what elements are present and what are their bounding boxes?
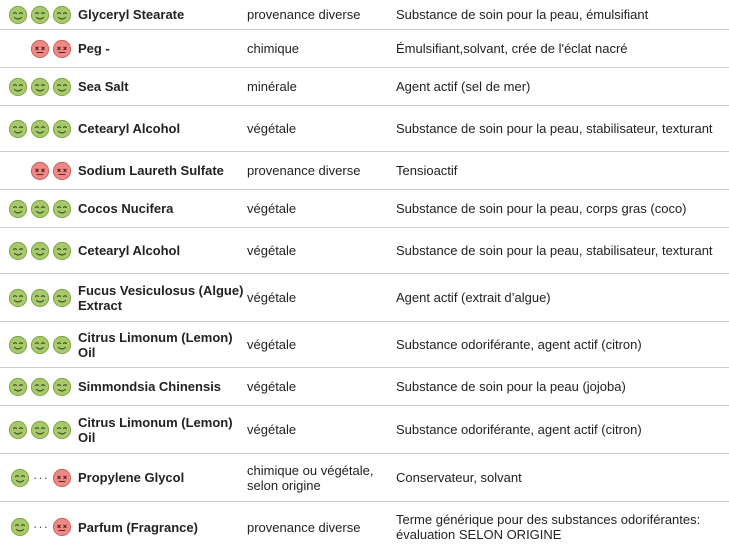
rating [0, 420, 78, 440]
ingredient-origin: chimique ou végétale, selon origine [247, 462, 374, 493]
smiley-bad-icon [52, 39, 72, 59]
smiley-good-icon [10, 468, 30, 488]
ingredient-origin: provenance diverse [247, 7, 361, 22]
ingredient-name: Fucus Vesiculosus (Algue) Extract [78, 282, 244, 313]
rating [0, 199, 78, 219]
ingredient-name: Citrus Limonum (Lemon) Oil [78, 329, 233, 360]
ingredient-origin: végétale [247, 422, 297, 437]
ingredient-function: Substance odoriférante, agent actif (citron) [396, 337, 642, 352]
ingredient-name: Peg - [78, 41, 110, 56]
smiley-good-icon [30, 5, 50, 25]
smiley-good-icon [8, 77, 28, 97]
ingredient-function: Tensioactif [396, 163, 458, 178]
smiley-good-icon [52, 77, 72, 97]
smiley-good-icon [30, 377, 50, 397]
smiley-good-icon [30, 119, 50, 139]
rating [0, 335, 78, 355]
smiley-good-icon [30, 420, 50, 440]
ellipsis-icon: ··· [33, 469, 49, 485]
smiley-good-icon [30, 335, 50, 355]
ingredient-origin: végétale [247, 121, 297, 136]
smiley-good-icon [52, 119, 72, 139]
table-row [0, 406, 729, 454]
smiley-good-icon [8, 5, 28, 25]
rating [0, 161, 78, 181]
ingredient-function: Agent actif (sel de mer) [396, 79, 531, 94]
rating [0, 5, 78, 25]
rating [0, 77, 78, 97]
ingredient-name: Sodium Laureth Sulfate [78, 163, 224, 178]
smiley-good-icon [52, 335, 72, 355]
smiley-good-icon [52, 241, 72, 261]
rating [0, 377, 78, 397]
ingredient-origin: provenance diverse [247, 519, 361, 535]
ingredient-name: Citrus Limonum (Lemon) Oil [78, 414, 233, 445]
ingredient-function: Émulsifiant,solvant, crée de l'éclat nacré [396, 41, 628, 56]
smiley-bad-icon [52, 161, 72, 181]
smiley-good-icon [8, 119, 28, 139]
ellipsis-icon: ··· [33, 519, 49, 534]
ingredient-origin: provenance diverse [247, 163, 361, 178]
rating [0, 39, 78, 59]
rating [0, 288, 78, 308]
ingredient-name: Cocos Nucifera [78, 201, 174, 216]
smiley-bad-icon [30, 161, 50, 181]
smiley-good-icon [8, 420, 28, 440]
table-row [0, 190, 729, 228]
table-row [0, 368, 729, 406]
smiley-good-icon [52, 288, 72, 308]
rating [0, 517, 78, 537]
ingredient-function: Conservateur, solvant [396, 470, 522, 485]
ingredient-name: Cetearyl Alcohol [78, 243, 181, 258]
ingredient-function: Substance de soin pour la peau, stabilisateur, texturant [396, 243, 713, 258]
smiley-good-icon [30, 199, 50, 219]
smiley-good-icon [8, 335, 28, 355]
smiley-good-icon [8, 241, 28, 261]
ingredient-name: Simmondsia Chinensis [78, 379, 222, 394]
smiley-good-icon [30, 241, 50, 261]
smiley-good-icon [52, 199, 72, 219]
ingredient-function: Substance de soin pour la peau (jojoba) [396, 379, 626, 394]
table-row [0, 454, 729, 502]
ingredient-function: Agent actif (extrait d’algue) [396, 290, 551, 305]
ingredient-name: Glyceryl Stearate [78, 7, 185, 22]
ingredient-function: Substance de soin pour la peau, corps gras (coco) [396, 201, 687, 216]
smiley-good-icon [8, 377, 28, 397]
smiley-good-icon [8, 199, 28, 219]
table-row [0, 0, 729, 30]
smiley-good-icon [52, 377, 72, 397]
table-row [0, 322, 729, 368]
rating [0, 241, 78, 261]
ingredient-name: Sea Salt [78, 79, 129, 94]
ingredient-function: Terme générique pour des substances odoriférantes: évaluation SELON ORIGINE [396, 512, 701, 542]
table-row [0, 152, 729, 190]
ingredient-origin: végétale [247, 379, 297, 394]
ingredient-name: Parfum (Fragrance) [78, 519, 198, 535]
smiley-good-icon [30, 288, 50, 308]
smiley-good-icon [52, 5, 72, 25]
smiley-good-icon [10, 517, 30, 537]
smiley-bad-icon [30, 39, 50, 59]
rating [0, 468, 78, 488]
ingredient-origin: chimique [247, 41, 300, 56]
table-row [0, 30, 729, 68]
ingredient-function: Substance de soin pour la peau, stabilisateur, texturant [396, 121, 713, 136]
table-row [0, 106, 729, 152]
table-row [0, 68, 729, 106]
smiley-good-icon [8, 288, 28, 308]
ingredient-origin: végétale [247, 290, 297, 305]
ingredient-function: Substance de soin pour la peau, émulsifiant [396, 7, 649, 22]
ingredient-origin: végétale [247, 337, 297, 352]
ingredient-origin: végétale [247, 201, 297, 216]
smiley-good-icon [52, 420, 72, 440]
ingredient-origin: minérale [247, 79, 297, 94]
rating [0, 119, 78, 139]
table-row [0, 502, 729, 552]
ingredient-name: Propylene Glycol [78, 470, 185, 485]
smiley-bad-icon [52, 468, 72, 488]
ingredient-function: Substance odoriférante, agent actif (citron) [396, 422, 642, 437]
smiley-bad-icon [52, 517, 72, 537]
ingredient-origin: végétale [247, 243, 297, 258]
table-row [0, 228, 729, 274]
smiley-good-icon [30, 77, 50, 97]
ingredient-name: Cetearyl Alcohol [78, 121, 181, 136]
table-row [0, 274, 729, 322]
